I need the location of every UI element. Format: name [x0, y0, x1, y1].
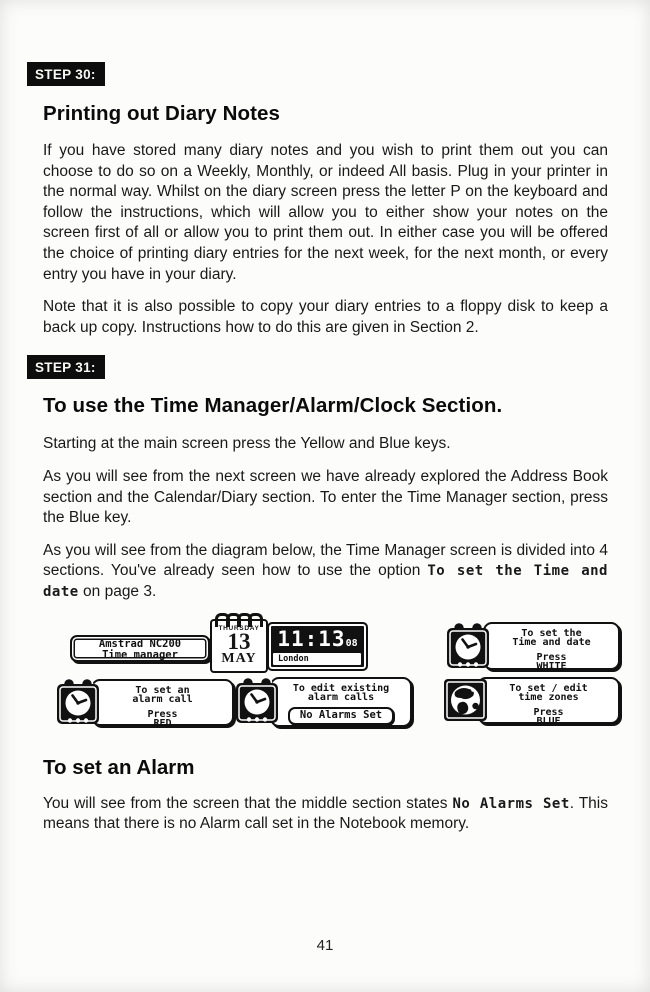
- step-31-badge: [27, 355, 105, 379]
- binder-ring-icon: [248, 613, 263, 627]
- panel-line: time zones: [518, 692, 579, 703]
- nameplate: [70, 635, 210, 662]
- heading-set-alarm: To set an Alarm: [43, 755, 195, 779]
- step-30-label: STEP 30:: [35, 67, 96, 82]
- time-manager-diagram: [25, 611, 625, 739]
- calendar-icon: [210, 619, 268, 673]
- panel-line: alarm call: [132, 694, 193, 705]
- panel-line: To set / edit: [509, 682, 588, 694]
- nameplate-line2: Time manager: [102, 649, 178, 661]
- heading-printing-diary: Printing out Diary Notes: [43, 102, 281, 125]
- panel-line: To set the: [521, 627, 582, 639]
- paragraph-set-alarm: [43, 794, 608, 835]
- paragraph-timemanager-3: [43, 541, 608, 603]
- clock-time: 11:1308: [277, 626, 358, 651]
- paragraph-timemanager-3-post: on page 3.: [78, 582, 157, 600]
- step-31-label: STEP 31:: [35, 360, 96, 376]
- heading-time-manager: To use the Time Manager/Alarm/Clock Section.: [43, 394, 503, 418]
- digital-clock: [267, 622, 368, 671]
- paragraph-timemanager-3-pre: As you will see from the diagram below, the Time Manager screen is divided into 4 sections. You've already seen how to use the option: [43, 541, 608, 580]
- panel-time-zones: [477, 677, 620, 727]
- panel-line: alarm calls: [307, 692, 375, 703]
- alarm-clock-icon: [53, 676, 103, 733]
- clock-timezone-label: London: [273, 653, 361, 665]
- press-key-label: Press WHITE: [536, 651, 567, 672]
- nameplate-line1: Amstrad NC200: [98, 637, 182, 650]
- paragraph-set-alarm-post: . This means that there is no Alarm call set in the Notebook memory.: [43, 794, 608, 833]
- panel-set-alarm: [91, 679, 234, 729]
- press-key-label: Press RED: [147, 708, 178, 729]
- calendar-date: 13: [227, 628, 251, 654]
- paragraph-timemanager-1: Starting at the main screen press the Yellow and Blue keys.: [43, 435, 451, 453]
- no-alarms-set-text: No Alarms Set: [452, 795, 570, 812]
- alarm-clock-icon: [232, 675, 282, 732]
- globe-icon: [442, 675, 489, 730]
- panel-set-time-date: [483, 622, 620, 670]
- panel-line: To set an: [135, 684, 190, 696]
- panel-line: Time and date: [512, 637, 591, 648]
- paragraph-printing-2: Note that it is also possible to copy your diary entries to a floppy disk to keep a back up copy. Instructions how to do this are given in Section 2.: [43, 298, 608, 336]
- press-key-label: Press BLUE: [533, 706, 564, 727]
- paragraph-set-alarm-pre: You will see from the screen that the middle section states: [43, 794, 453, 812]
- alarm-clock-icon: [443, 620, 493, 677]
- alarm-status-box: No Alarms Set: [288, 707, 394, 726]
- calendar-dayname: THURSDAY: [218, 624, 260, 632]
- paragraph-timemanager-2: As you will see from the next screen we have already explored the Address Book section and the Calendar/Diary section. To enter the Time Manager section, press the Blue key.: [43, 467, 608, 527]
- panel-edit-alarms: [270, 677, 412, 727]
- paragraph-printing-1: If you have stored many diary notes and you wish to print them out you can choose to do so on a Weekly, Monthly, or indeed All basis. Plug in your printer in the normal way. Whilst on the diary screen press the letter P on the keyboard and follow the instructions, which will allow you to either show your notes on the screen first of all or allow you to print them out. In either case you will be offered the choice of printing diary entries for the next week, for the next month, or every entry you have in your diary.: [43, 142, 608, 283]
- calendar-month: MAY: [221, 650, 257, 666]
- step-30-badge: [27, 62, 105, 86]
- option-set-time-date-text: To set the Time and date: [43, 563, 608, 600]
- page-number: 41: [316, 937, 334, 954]
- panel-line: To edit existing: [292, 682, 390, 694]
